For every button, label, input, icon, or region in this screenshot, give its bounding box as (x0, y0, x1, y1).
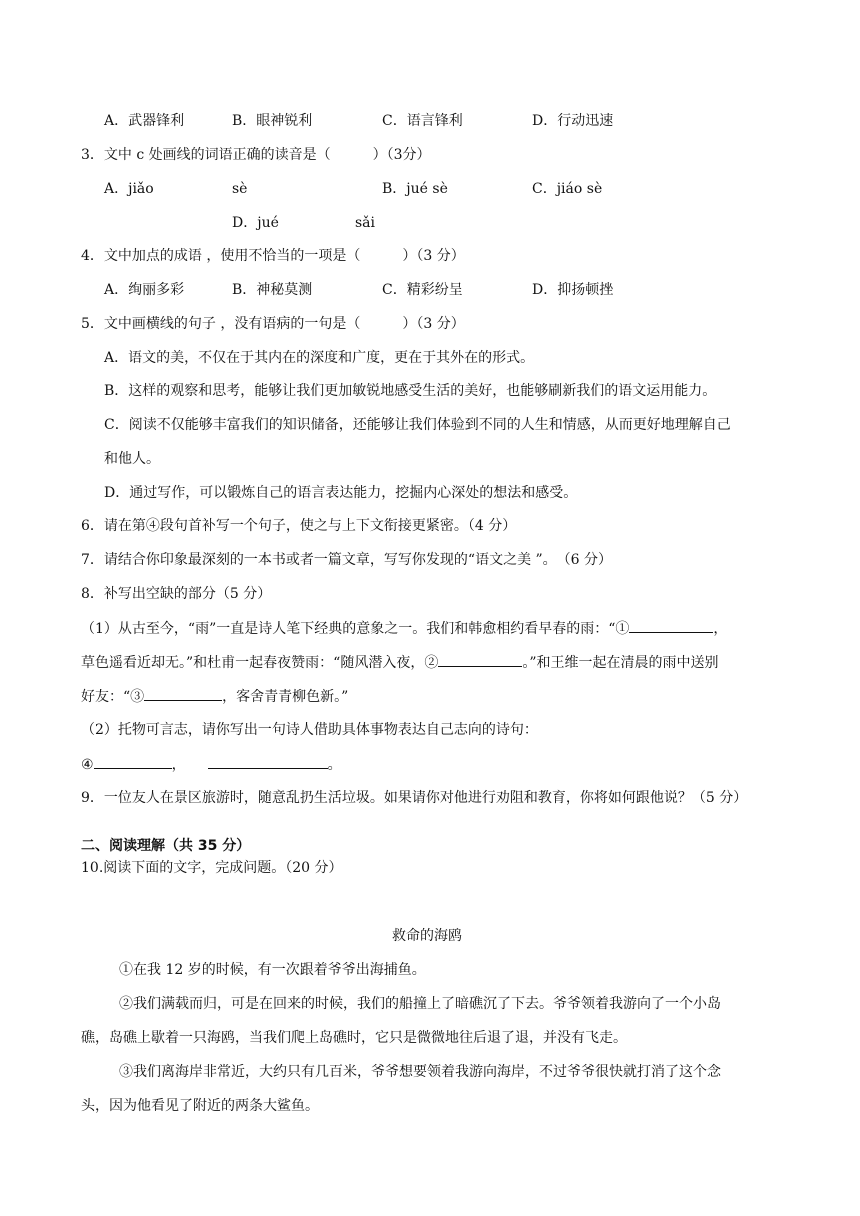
answer-blank-1[interactable] (629, 618, 713, 633)
q4-option-d: D．抑扬顿挫 (532, 282, 614, 298)
q5-option-a: A．语文的美，不仅在于其内在的深度和广度，更在于其外在的形式。 (104, 350, 535, 366)
q2-option-b: B．眼神锐利 (232, 113, 313, 129)
passage-paragraph-1: ①在我 12 岁的时候，有一次跟着爷爷出海捕鱼。 (119, 962, 426, 978)
answer-blank-3[interactable] (144, 686, 222, 701)
q8-part1-text2: 草色遥看近却无。”和杜甫一起春夜赞雨：“随风潜入夜，② (81, 655, 439, 671)
q8-part1-line1 (81, 618, 727, 639)
q8-part2-sep: ， (171, 757, 186, 773)
q8-part1-text3: 。”和王维一起在清晨的雨中送别 (522, 655, 719, 671)
q3-option-a: A．jiǎo (104, 181, 154, 197)
q2-option-a: A．武器锋利 (104, 113, 185, 129)
q9-stem: 9．一位友人在景区旅游时，随意乱扔生活垃圾。如果请你对他进行劝阻和教育，你将如何跟他说？（5 分） (81, 790, 748, 806)
q8-part1-text4: 好友：“③ (81, 689, 145, 705)
q8-part1-line2 (81, 652, 719, 673)
q8-stem: 8．补写出空缺的部分（5 分） (81, 586, 272, 602)
q4-stem: 4．文中加点的成语 ，使用不恰当的一项是（ ）（3 分） (81, 248, 465, 264)
q2-option-d: D．行动迅速 (532, 113, 614, 129)
q7-stem: 7．请结合你印象最深刻的一本书或者一篇文章，写写你发现的“语文之美 ”。 （6 分） (81, 552, 613, 568)
q5-option-c-line2: 和他人。 (104, 451, 160, 467)
q2-option-c: C．语言锋利 (382, 113, 463, 129)
answer-blank-2[interactable] (438, 652, 522, 667)
section-heading: 二、阅读理解（共 35 分） (81, 838, 251, 854)
q8-part2-end: 。 (327, 757, 342, 773)
q8-part1-comma: ， (713, 621, 728, 637)
q5-stem: 5．文中画横线的句子 ，没有语病的一句是（ ）（3 分） (81, 316, 465, 332)
answer-blank-4a[interactable] (94, 754, 172, 769)
q5-option-c-line1: C．阅读不仅能够丰富我们的知识储备，还能够让我们体验到不同的人生和情感，从而更好地理解自己 (104, 417, 731, 433)
q3-option-c: C．jiáo sè (532, 181, 603, 197)
passage-paragraph-2-line1: ②我们满载而归，可是在回来的时候，我们的船撞上了暗礁沉了下去。爷爷领着我游向了一个小岛 (119, 996, 721, 1012)
q6-stem: 6．请在第④段句首补写一个句子，使之与上下文衔接更紧密。（4 分） (81, 518, 517, 534)
q5-option-d: D．通过写作，可以锻炼自己的语言表达能力，挖掘内心深处的想法和感受。 (104, 485, 578, 501)
answer-blank-4b[interactable] (208, 754, 328, 769)
q3-option-d: D．jué (232, 215, 279, 231)
q4-option-c: C．精彩纷呈 (382, 282, 463, 298)
q8-part1-text1: （1）从古至今，“雨”一直是诗人笔下经典的意象之一。我们和韩愈相约看早春的雨：“① (81, 621, 630, 637)
q8-part2-number: ④ (81, 757, 94, 773)
q3-option-a-syllable: sè (232, 181, 248, 197)
passage-paragraph-3-line1: ③我们离海岸非常近，大约只有几百米，爷爷想要领着我游向海岸，不过爷爷很快就打消了这个念 (119, 1064, 721, 1080)
passage-title: 救命的海鸥 (392, 928, 462, 944)
q10-stem: 10.阅读下面的文字，完成问题。（20 分） (81, 860, 343, 876)
q4-option-b: B．神秘莫测 (232, 282, 313, 298)
q8-part1-line3 (81, 686, 348, 707)
q8-part2-answer-line (81, 754, 342, 775)
q8-part2-stem: （2）托物可言志，请你写出一句诗人借助具体事物表达自己志向的诗句： (81, 722, 538, 738)
q3-option-d-syllable: sǎi (355, 215, 376, 231)
q3-stem: 3．文中 c 处画线的词语正确的读音是（ ）（3分） (81, 147, 431, 163)
passage-paragraph-2-line2: 礁，岛礁上歇着一只海鸥，当我们爬上岛礁时，它只是微微地往后退了退，并没有飞走。 (81, 1030, 627, 1046)
q4-option-a: A．绚丽多彩 (104, 282, 185, 298)
passage-paragraph-3-line2: 头，因为他看见了附近的两条大鲨鱼。 (81, 1098, 319, 1114)
q3-option-b: B．jué sè (382, 181, 448, 197)
q8-part1-text5: ，客舍青青柳色新。” (222, 689, 349, 705)
q5-option-b: B．这样的观察和思考，能够让我们更加敏锐地感受生活的美好，也能够刷新我们的语文运用能力。 (104, 383, 717, 399)
